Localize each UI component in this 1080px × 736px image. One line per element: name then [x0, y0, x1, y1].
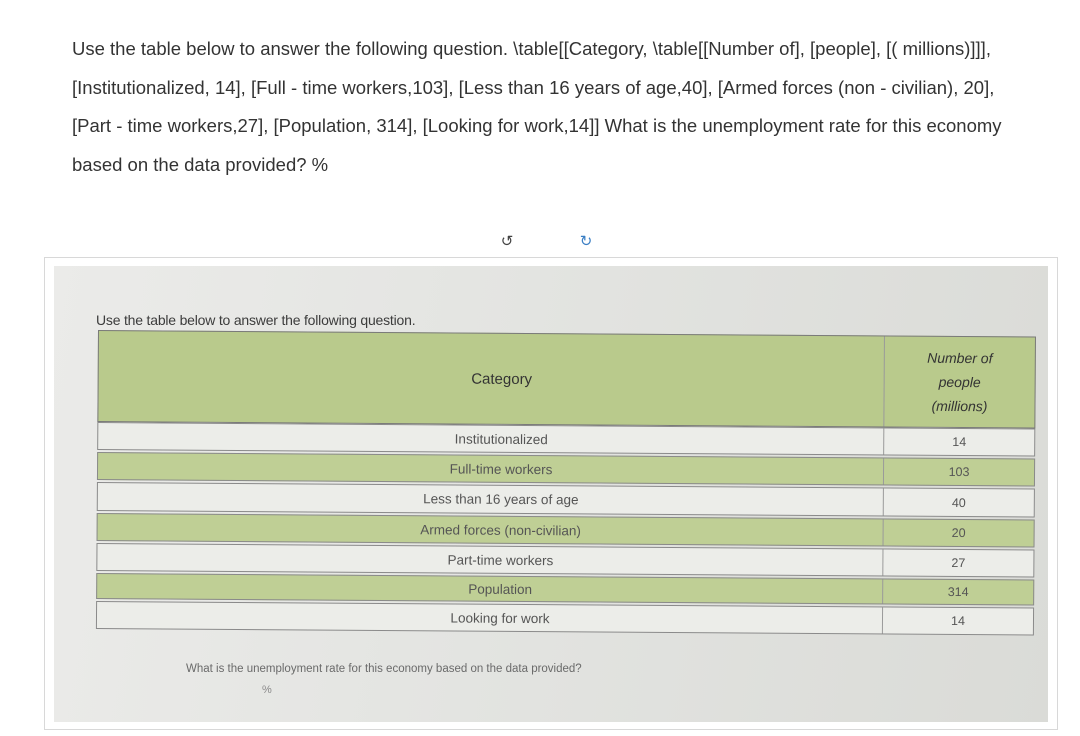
answer-unit: %	[262, 684, 272, 696]
table-row	[96, 573, 1034, 606]
table-row	[96, 601, 1034, 636]
row-value: 103	[948, 464, 970, 480]
row-value: 14	[952, 434, 967, 450]
header-number-of-people: Number of people (millions)	[927, 349, 993, 415]
row-category: Institutionalized	[454, 430, 548, 447]
table-row	[97, 452, 1035, 487]
row-value: 40	[951, 495, 966, 510]
photo-question-text: What is the unemployment rate for this economy based on the data provided?	[186, 663, 582, 675]
row-value: 14	[950, 613, 965, 629]
row-category: Full-time workers	[449, 460, 553, 477]
photo-caption: Use the table below to answer the following question.	[96, 312, 416, 328]
rotate-ccw-icon[interactable]: ↺	[500, 232, 514, 250]
table-row	[97, 422, 1035, 457]
row-value: 314	[947, 584, 969, 600]
question-text: Use the table below to answer the following question. \table[[Category, \table[[Number of], [people], [( millions)]]], [Institutionalized, 14], [Full - time workers,103], [Less than 16 years of age,40], [Armed forces (non - civilian), 20], [Part - time workers,27], [Population, 314], [Looking for work,14]] What is the unemployment rate for this economy based on the data provided? %	[72, 38, 1002, 175]
row-category: Population	[468, 581, 533, 597]
row-value: 27	[951, 555, 966, 571]
rotate-cw-icon[interactable]: ↻	[579, 232, 593, 250]
table-header-row	[97, 330, 1036, 429]
row-category: Less than 16 years of age	[423, 491, 579, 508]
row-category: Looking for work	[450, 609, 550, 626]
row-category: Armed forces (non-civilian)	[420, 521, 581, 538]
header-category: Category	[471, 370, 533, 388]
row-category: Part-time workers	[447, 551, 554, 568]
table-row	[96, 543, 1034, 578]
table-row	[97, 513, 1035, 548]
row-value: 20	[951, 525, 966, 541]
data-table	[96, 330, 1036, 637]
table-row	[97, 482, 1035, 518]
